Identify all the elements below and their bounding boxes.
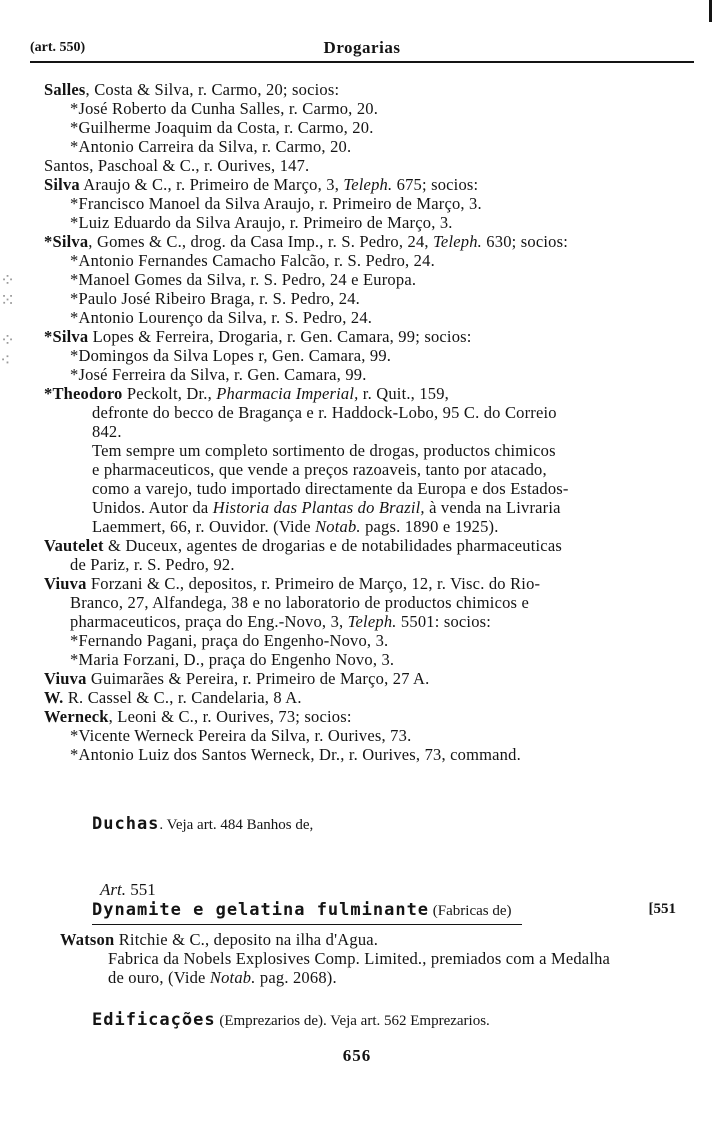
entry-text: *Antonio Fernandes Camacho Falcão, r. S. Pedro, 24. [70,251,435,270]
entry-text: , Costa & Silva, r. Carmo, 20; socios: [85,80,340,99]
entry-line [44,118,694,137]
entry-text: *Guilherme Joaquim da Costa, r. Carmo, 20. [70,118,374,137]
entry-text: Branco, 27, Alfandega, 38 e no laboratorio de productos chimicos e [70,593,530,612]
entry-line [44,555,694,574]
entry-text: Tem sempre um completo sortimento de drogas, productos chimicos [92,441,556,460]
entry-line [44,327,694,346]
entry-text: de ouro, (Vide [108,968,210,987]
margin-specks: ⁘ ⁙ ⁘ ⁖ [0,270,16,370]
entry-text: pag. 2068). [255,968,337,987]
entry-line [44,669,694,688]
entry-text: *Domingos da Silva Lopes r, Gen. Camara, 99. [70,346,392,365]
entry-text: Fabrica da Nobels Explosives Comp. Limited., premiados com a Medalha [108,949,611,968]
entry-text: Araujo & C., r. Primeiro de Março, 3, [79,175,344,194]
entry-text: Unidos. Autor da [92,498,213,517]
section-heading-edificacoes: Edificações [92,1010,216,1030]
entry-line [44,593,694,612]
section-heading-duchas: Duchas [92,814,160,834]
entry-text: pags. 1890 e 1925). [360,517,499,536]
entry-text: Lopes & Ferreira, Drogaria, r. Gen. Camara, 99; socios: [88,327,472,346]
entry-text: *Luiz Eduardo da Silva Araujo, r. Primeiro de Março, 3. [70,213,453,232]
entry-line [44,726,694,745]
entry-name: Viuva [44,669,87,688]
article-range: (art. 550) [30,40,86,55]
entry-text: & Duceux, agentes de drogarias e de notabilidades pharmaceuticas [103,536,562,555]
entry-line [44,99,694,118]
entry-line [60,949,700,968]
entry-line [44,213,694,232]
entry-text: Forzani & C., depositos, r. Primeiro de Março, 12, r. Visc. do Rio- [86,574,541,593]
entry-text: 630; socios: [481,232,569,251]
entry-line [44,251,694,270]
entry-text: Guimarães & Pereira, r. Primeiro de Março, 27 A. [86,669,430,688]
header-rule [30,61,694,63]
entry-name: Silva [44,175,80,194]
article-number [100,880,156,900]
entry-line [44,441,694,460]
entry-line [44,365,694,384]
entry-name: Salles [44,80,86,99]
entry-text: como a varejo, tudo importado directamente da Europa e dos Estados- [92,479,569,498]
entry-line [44,460,694,479]
entry-text: Laemmert, 66, r. Ouvidor. (Vide [92,517,316,536]
entry-line [60,930,700,949]
entry-text: Ritchie & C., deposito na ilha d'Agua. [114,930,379,949]
entry-line [44,422,694,441]
entry-line [44,232,694,251]
entry-italic-text: Pharmacia Imperial, [216,384,359,403]
dynamite-underline [92,924,522,925]
article-label: Art. [100,880,126,899]
entry-name: *Theodoro [44,384,123,403]
entry-text: *José Ferreira da Silva, r. Gen. Camara, 99. [70,365,367,384]
entry-text: *Fernando Pagani, praça do Engenho-Novo, 3. [70,631,389,650]
duchas-text: . Veja art. 484 Banhos de, [159,817,314,833]
entry-text: pharmaceuticos, praça do Eng.-Novo, 3, [70,612,348,631]
entry-line [44,650,694,669]
entry-line [44,194,694,213]
entry-text: *Manoel Gomes da Silva, r. S. Pedro, 24 e Europa. [70,270,417,289]
entry-text: Peckolt, Dr., [122,384,217,403]
entry-line [60,968,700,987]
duchas-crossref [92,814,692,838]
entry-name: W. [44,688,64,707]
page-edge-mark [709,0,712,22]
entry-line [44,346,694,365]
entry-line [44,156,694,175]
entry-text: *Vicente Werneck Pereira da Silva, r. Ourives, 73. [70,726,412,745]
entry-line [44,536,694,555]
dynamite-section-title [92,900,692,926]
entry-line [44,574,694,593]
watson-entry [60,930,700,987]
article-value: 551 [130,880,156,899]
entry-line [44,270,694,289]
entry-italic-text: Notab. [315,517,361,536]
entry-italic-text: Historia das Plantas do Brazil, [212,498,425,517]
entry-text: r. Quit., 159, [358,384,450,403]
entry-text: R. Cassel & C., r. Candelaria, 8 A. [63,688,302,707]
entry-name: Vautelet [44,536,104,555]
entry-text: *Francisco Manoel da Silva Araujo, r. Primeiro de Março, 3. [70,194,482,213]
entry-text: defronte do becco de Bragança e r. Haddock-Lobo, 95 C. do Correio [92,403,557,422]
entry-text: , Leoni & C., r. Ourives, 73; socios: [108,707,352,726]
entry-text: 5501: socios: [396,612,492,631]
entry-list [44,80,694,764]
entry-line [44,707,694,726]
dynamite-article-number: [551 [648,901,676,917]
entry-line [44,289,694,308]
entry-text: e pharmaceuticos, que vende a preços razoaveis, tanto por atacado, [92,460,547,479]
entry-italic-text: Teleph. [347,612,397,631]
entry-name: Werneck [44,707,109,726]
entry-name: Viuva [44,574,87,593]
entry-line [44,137,694,156]
entry-italic-text: Notab. [209,968,256,987]
page-header [30,36,694,62]
entry-text: à venda na Livraria [424,498,561,517]
entry-line [44,517,694,536]
entry-text: , Gomes & C., drog. da Casa Imp., r. S. Pedro, 24, [88,232,434,251]
entry-line [44,384,694,403]
entry-text: 675; socios: [392,175,479,194]
entry-line [44,498,694,517]
entry-line [44,745,694,764]
entry-line [44,688,694,707]
entry-line [44,631,694,650]
entry-name: Watson [60,930,115,949]
entry-text: *Antonio Luiz dos Santos Werneck, Dr., r. Ourives, 73, command. [70,745,521,764]
section-heading-dynamite: Dynamite e gelatina fulminante [92,900,430,920]
entry-line [44,403,694,422]
entry-text: de Pariz, r. S. Pedro, 92. [70,555,235,574]
entry-text: *Maria Forzani, D., praça do Engenho Novo, 3. [70,650,395,669]
entry-line [44,612,694,631]
entry-line [44,80,694,99]
edificacoes-text: (Emprezarios de). Veja art. 562 Emprezarios. [215,1013,490,1029]
page-number: 656 [342,1046,372,1065]
entry-italic-text: Teleph. [343,175,393,194]
dynamite-note: (Fabricas de) [432,903,512,919]
entry-line [44,479,694,498]
page-title: Drogarias [323,38,401,57]
entry-text: 842. [92,422,122,441]
entry-text: Santos, Paschoal & C., r. Ourives, 147. [44,156,310,175]
entry-text: *Antonio Lourenço da Silva, r. S. Pedro, 24. [70,308,373,327]
entry-name: *Silva [44,232,89,251]
entry-italic-text: Teleph. [433,232,482,251]
entry-line [44,175,694,194]
edificacoes-crossref [92,1010,692,1034]
entry-text: *Antonio Carreira da Silva, r. Carmo, 20. [70,137,352,156]
entry-text: *Paulo José Ribeiro Braga, r. S. Pedro, 24. [70,289,360,308]
entry-line [44,308,694,327]
entry-text: *José Roberto da Cunha Salles, r. Carmo, 20. [70,99,379,118]
entry-name: *Silva [44,327,89,346]
